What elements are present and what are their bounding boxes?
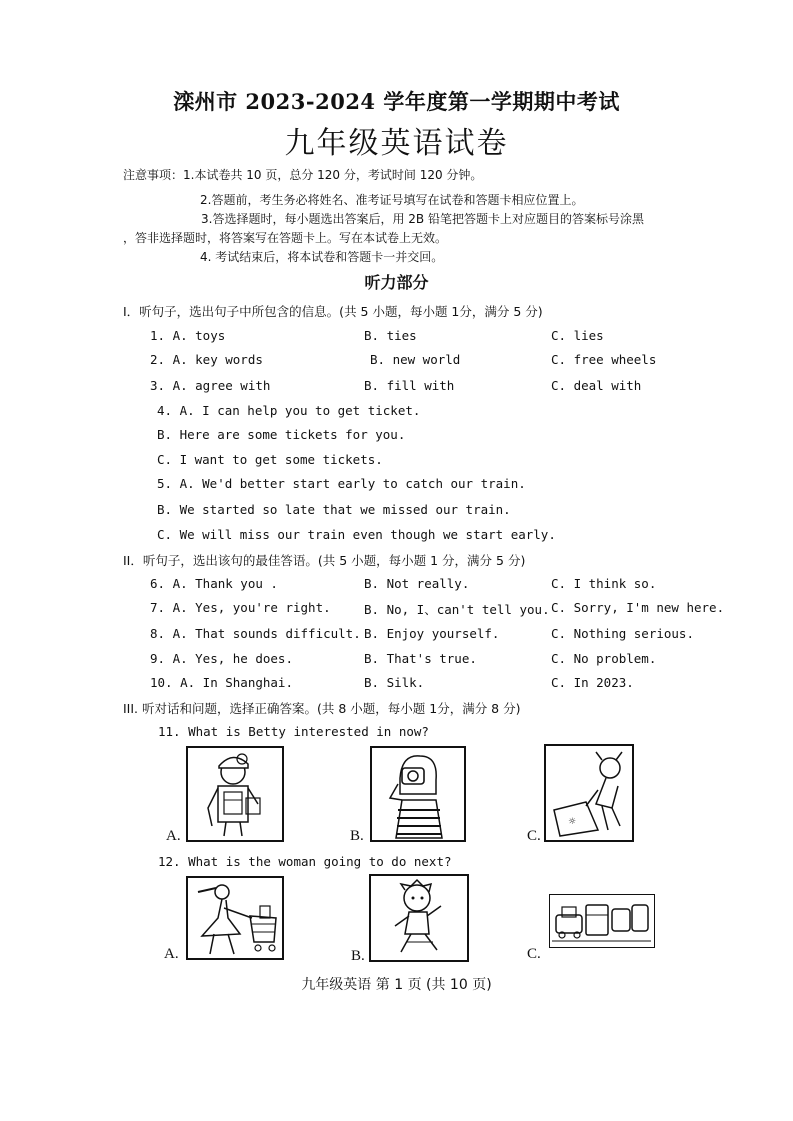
q3-option-a: 3. A. agree with — [150, 378, 271, 393]
q4-option-b: B. Here are some tickets for you. — [157, 427, 406, 442]
woman-shopping-cart-icon — [188, 878, 282, 958]
q8-option-b: B. Enjoy yourself. — [364, 626, 500, 641]
q6-option-b: B. Not really. — [364, 576, 470, 591]
note-2: 2.答题前，考生务必将姓名、准考证号填写在试卷和答题卡相应位置上。 — [200, 193, 584, 207]
q11-picture-a — [186, 746, 284, 842]
q11-label-a: A. — [166, 828, 181, 844]
note-3b: ，答非选择题时，将答案写在答题卡上。写在本试卷上无效。 — [123, 231, 448, 245]
q2-option-a: 2. A. key words — [150, 352, 263, 367]
q7-option-b: B. No, I、can't tell you. — [364, 602, 550, 617]
part1-heading: I．听句子，选出句子中所包含的信息。(共 5 小题，每小题 1分，满分 5 分) — [123, 304, 543, 319]
q4-option-a: 4. A. I can help you to get ticket. — [157, 403, 421, 418]
q10-option-a: 10. A. In Shanghai. — [150, 675, 293, 690]
q12-picture-a — [186, 876, 284, 960]
q10-option-b: B. Silk. — [364, 675, 425, 690]
page-footer: 九年级英语 第 1 页 (共 10 页) — [301, 977, 492, 993]
q6-option-c: C. I think so. — [551, 576, 657, 591]
q5-option-a: 5. A. We'd better start early to catch our train. — [157, 476, 526, 491]
q1-option-b: B. ties — [364, 328, 417, 343]
note-1: 注意事项：1.本试卷共 10 页，总分 120 分，考试时间 120 分钟。 — [123, 168, 483, 182]
q9-option-c: C. No problem. — [551, 651, 657, 666]
q3-option-c: C. deal with — [551, 378, 642, 393]
q2-option-c: C. free wheels — [551, 352, 657, 367]
boy-running-icon — [371, 876, 467, 960]
q4-option-c: C. I want to get some tickets. — [157, 452, 383, 467]
q7-option-a: 7. A. Yes, you're right. — [150, 600, 331, 615]
q12-picture-c — [549, 894, 655, 948]
q1-option-c: C. lies — [551, 328, 604, 343]
q12-label-c: C. — [527, 946, 541, 962]
q11-picture-c — [544, 744, 634, 842]
q7-option-c: C. Sorry, I'm new here. — [551, 600, 725, 615]
q11-label-b: B. — [350, 828, 364, 844]
q11-picture-b — [370, 746, 466, 842]
q12-question: 12. What is the woman going to do next? — [158, 854, 452, 869]
q3-option-b: B. fill with — [364, 378, 455, 393]
q9-option-a: 9. A. Yes, he does. — [150, 651, 293, 666]
q11-label-c: C. — [527, 828, 541, 844]
exam-subtitle: 九年级英语试卷 — [284, 126, 509, 161]
section-title: 听力部分 — [364, 273, 429, 292]
note-3a: 3.答选择题时，每小题选出答案后，用 2B 铅笔把答题卡上对应题目的答案标号涂黑 — [201, 212, 644, 226]
q12-label-a: A. — [164, 946, 179, 962]
q2-option-b: B. new world — [370, 352, 461, 367]
traveler-with-backpack-icon — [188, 748, 282, 840]
exam-title: 滦州市 2023-2024 学年度第一学期期中考试 — [173, 89, 620, 114]
traffic-jam-icon — [550, 895, 653, 946]
q6-option-a: 6. A. Thank you . — [150, 576, 278, 591]
q9-option-b: B. That's true. — [364, 651, 477, 666]
q5-option-b: B. We started so late that we missed our train. — [157, 502, 511, 517]
q1-option-a: 1. A. toys — [150, 328, 226, 343]
svg-text:☼: ☼ — [568, 817, 577, 827]
part3-heading: III. 听对话和问题，选择正确答案。(共 8 小题，每小题 1分，满分 8 分) — [123, 701, 521, 716]
q8-option-a: 8. A. That sounds difficult. — [150, 626, 361, 641]
girl-with-camera-icon — [372, 748, 464, 840]
q5-option-c: C. We will miss our train even though we start early. — [157, 527, 556, 542]
girl-drawing-icon — [546, 746, 632, 840]
q11-question: 11. What is Betty interested in now? — [158, 724, 429, 739]
q12-picture-b — [369, 874, 469, 962]
part2-heading: II．听句子，选出该句的最佳答语。(共 5 小题，每小题 1 分，满分 5 分) — [123, 553, 526, 568]
note-4: 4. 考试结束后，将本试卷和答题卡一并交回。 — [200, 250, 444, 264]
q12-label-b: B. — [351, 948, 365, 964]
q8-option-c: C. Nothing serious. — [551, 626, 694, 641]
q10-option-c: C. In 2023. — [551, 675, 634, 690]
